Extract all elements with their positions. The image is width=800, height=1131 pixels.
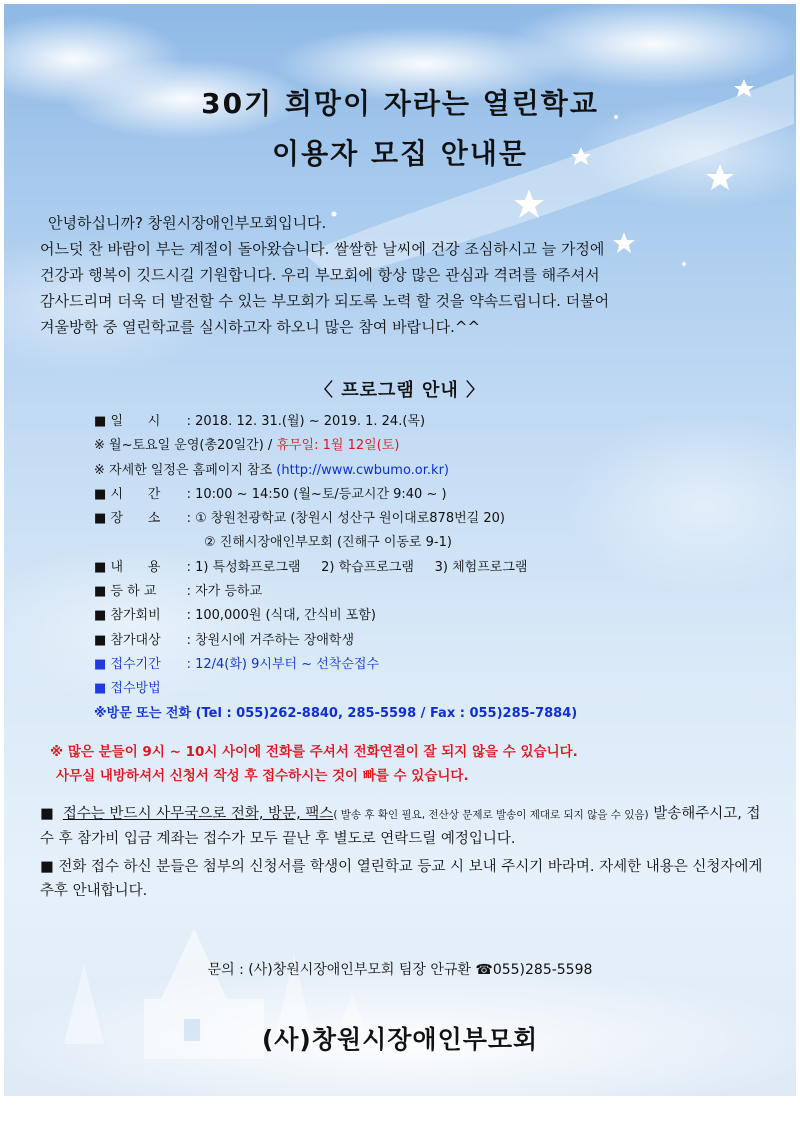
detail-target: ■ 참가대상 : 창원시에 거주하는 장애학생 [94, 632, 355, 648]
warning-line: ※ 많은 분들이 9시 ~ 10시 사이에 전화를 주셔서 전화연결이 잘 되지 않을 수 있습니다. [50, 744, 578, 760]
flyer-page [4, 4, 796, 1096]
detail-date: ■ 일 시 : 2018. 12. 31.(월) ~ 2019. 1. 24.(목) [94, 414, 426, 429]
detail-period: ■ 접수기간 : 12/4(화) 9시부터 ~ 선착순접수 [94, 656, 380, 672]
notice-small-note: ( 발송 후 확인 필요, 전산상 문제로 발송이 제대로 되지 않을 수 있음) [333, 809, 649, 821]
intro-line: 겨울방학 중 열린학교를 실시하고자 하오니 많은 참여 바랍니다.^^ [40, 318, 481, 336]
detail-content: ■ 내 용 : 1) 특성화프로그램 2) 학습프로그램 3) 체험프로그램 [94, 559, 528, 575]
detail-time: ■ 시 간 : 10:00 ~ 14:50 (월~토/등교시간 9:40 ~ ) [94, 486, 447, 502]
greeting-text: 안녕하십니까? 창원시장애인부모회입니다. [48, 214, 327, 232]
detail-fee: ■ 참가회비 : 100,000원 (식대, 간식비 포함) [94, 608, 376, 624]
submission-notice [40, 802, 770, 903]
detail-place-2: ② 진해시장애인부모회 (진해구 이동로 9-1) [204, 535, 452, 551]
page-subtitle: 이용자 모집 안내문 [272, 137, 528, 170]
program-details [94, 410, 577, 726]
notice-emphasis: 접수는 반드시 사무국으로 전화, 방문, 팩스 [62, 806, 334, 822]
warning-line: 사무실 내방하셔서 신청서 작성 후 접수하시는 것이 빠를 수 있습니다. [56, 768, 469, 784]
detail-note-homepage: ※ 자세한 일정은 홈페이지 참조 (http://www.cwbumo.or.kr) [94, 462, 449, 478]
notice-paragraph-2: ■ 전화 접수 하신 분들은 첨부의 신청서를 학생이 열린학교 등교 시 보내 주시기 바라며. 자세한 내용은 신청자에게 추후 안내합니다. [40, 859, 763, 899]
detail-note-schedule: ※ 월~토요일 운영(총20일간) / 휴무일: 1월 12일(토) [94, 438, 400, 454]
detail-commute: ■ 등 하 교 : 자가 등하교 [94, 584, 263, 600]
homepage-link[interactable]: (http://www.cwbumo.or.kr) [276, 462, 449, 478]
intro-line: 건강과 행복이 깃드시길 기원합니다. 우리 부모회에 항상 많은 관심과 격려를 해주셔서 [40, 266, 600, 284]
intro-paragraph [40, 210, 770, 340]
detail-method: ■ 접수방법 [94, 681, 161, 697]
detail-method-contact: ※방문 또는 전화 (Tel : 055)262-8840, 285-5598 / Fax : 055)285-7884) [94, 705, 578, 721]
warning-notice [50, 740, 770, 788]
intro-line: 어느덧 찬 바람이 부는 계절이 돌아왔습니다. 쌀쌀한 날씨에 건강 조심하시고 늘 가정에 [40, 240, 605, 258]
holiday-text: 휴무일: 1월 12일(토) [276, 438, 400, 454]
intro-line: 감사드리며 더욱 더 발전할 수 있는 부모회가 되도록 노력 할 것을 약속드립니다. 더불어 [40, 292, 610, 310]
notice-paragraph-1: ■ 접수는 반드시 사무국으로 전화, 방문, 팩스( 발송 후 확인 필요, 전산상 문제로 발송이 제대로 되지 않을 수 있음) 발송해주시고, 접수 후 참가비 입금 계좌는 접수가 모두 끝난 후 별도로 연락드릴 예정입니다. [40, 806, 761, 847]
program-heading: 〈 프로그램 안내 〉 [314, 380, 486, 401]
page-title: 30기 희망이 자라는 열린학교 [201, 87, 599, 120]
inquiry-contact: 문의 : (사)창원시장애인부모회 팀장 안규환 ☎055)285-5598 [207, 962, 593, 978]
detail-place: ■ 장 소 : ① 창원천광학교 (창원시 성산구 원이대로878번길 20) [94, 511, 505, 527]
organization-name: (사)창원시장애인부모회 [261, 1025, 539, 1054]
